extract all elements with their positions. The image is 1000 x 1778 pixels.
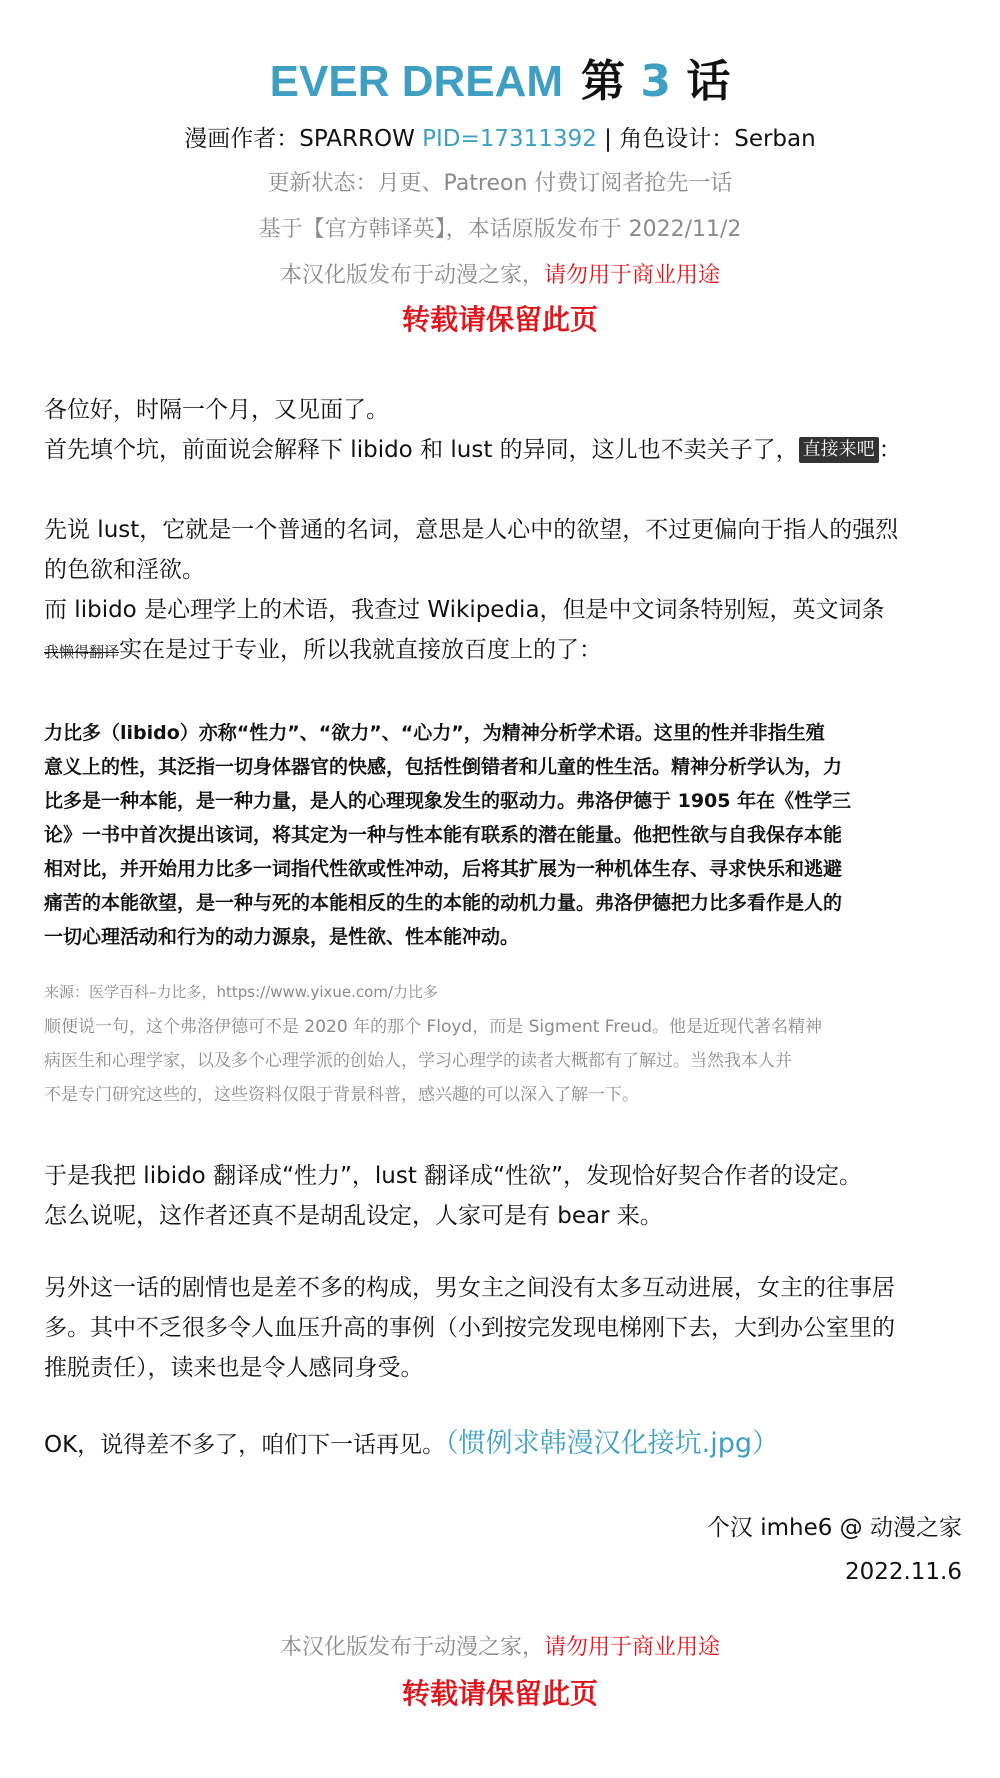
footer-repost-notice: 转载请保留此页 — [401, 1677, 598, 1710]
paragraph-line — [44, 630, 960, 672]
paragraph-line: 多。其中不乏很多令人血压升高的事例（小到按完发现电梯刚下去，大到办公室里的 — [44, 1315, 895, 1341]
quote-line: 一切心理活动和行为的动力源泉，是性欲、性本能冲动。 — [44, 926, 520, 948]
intro-line: 各位好，时隔一个月，又见面了。 — [44, 397, 389, 423]
footer-publish-notice — [0, 1632, 1000, 1664]
quote-line: 力比多（libido）亦称“性力”、“欲力”、“心力”，为精神分析学术语。这里的性并非指生殖 — [44, 722, 825, 744]
paragraph-line-text: 实在是过于专业，所以我就直接放百度上的了： — [119, 637, 603, 663]
repost-notice: 转载请保留此页 — [401, 303, 598, 336]
publish-notice — [0, 260, 1000, 292]
publish-notice-text: 本汉化版发布于动漫之家， — [279, 263, 544, 288]
footer-publish-notice-text: 本汉化版发布于动漫之家， — [279, 1635, 544, 1660]
author-credit: 漫画作者：SPARROW — [184, 126, 415, 152]
translator-signature: 个汉 imhe6 @ 动漫之家 — [706, 1515, 962, 1541]
paragraph-line: 先说 lust，它就是一个普通的名词，意思是人心中的欲望，不过更偏向于指人的强烈 — [44, 517, 899, 543]
update-status: 更新状态：月更、Patreon 付费订阅者抢先一话 — [267, 171, 733, 196]
intro-line-end: ： — [878, 437, 902, 463]
quote-line: 意义上的性，其泛指一切身体器官的快感，包括性倒错者和儿童的性生活。精神分析学认为，力 — [44, 756, 843, 778]
title-english: EVER DREAM — [269, 57, 564, 106]
source-info: 基于【官方韩译英】，本话原版发布于 2022/11/2 — [258, 217, 742, 242]
closing-paragraph — [44, 1424, 960, 1465]
freud-note — [44, 1010, 960, 1112]
note-line: 顺便说一句，这个弗洛伊德可不是 2020 年的那个 Floyd，而是 Sigment Freud。他是近现代著名精神 — [44, 1017, 822, 1037]
title-chapter-suffix: 话 — [686, 56, 731, 107]
footer-commercial-warning: 请勿用于商业用途 — [544, 1635, 721, 1660]
translation-paragraph — [44, 1156, 960, 1236]
struck-text: 我懒得翻译 — [44, 643, 120, 661]
highlight-tag: 直接来吧 — [799, 437, 879, 463]
intro-line — [44, 430, 960, 470]
paragraph-line: 而 libido 是心理学上的术语，我查过 Wikipedia，但是中文词条特别短，英文词条 — [44, 597, 885, 623]
quote-line: 相对比，并开始用力比多一词指代性欲或性冲动，后将其扩展为一种机体生存、寻求快乐和逃避 — [44, 858, 843, 880]
note-line: 病医生和心理学家，以及多个心理学派的创始人，学习心理学的读者大概都有了解过。当然我本人并 — [44, 1051, 792, 1071]
signature-date: 2022.11.6 — [844, 1559, 962, 1585]
credit-separator: | — [604, 126, 612, 152]
quote-line: 比多是一种本能，是一种力量，是人的心理现象发生的驱动力。弗洛伊德于 1905 年在《性学三 — [44, 790, 852, 812]
credits-line — [0, 122, 1000, 156]
closing-line — [44, 1424, 960, 1465]
paragraph-line: 另外这一话的剧情也是差不多的构成，男女主之间没有太多互动进展，女主的往事居 — [44, 1275, 895, 1301]
closing-highlight: （惯例求韩漫汉化接坑.jpg） — [445, 1428, 780, 1459]
plot-paragraph — [44, 1268, 960, 1388]
libido-quote — [44, 716, 960, 954]
quote-source: 来源：医学百科–力比多，https://www.yixue.com/力比多 — [44, 983, 438, 1001]
intro-line-text: 首先填个坑，前面说会解释下 libido 和 lust 的异同，这儿也不卖关子了， — [44, 437, 799, 463]
intro-paragraph — [44, 390, 960, 470]
quote-line: 论》一书中首次提出该词，将其定为一种与性本能有联系的潜在能量。他把性欲与自我保存本能 — [44, 824, 843, 846]
closing-text: OK，说得差不多了，咱们下一话再见。 — [44, 1432, 446, 1458]
author-pid: PID=17311392 — [422, 126, 597, 152]
design-credit: 角色设计：Serban — [619, 126, 816, 152]
paragraph-line: 的色欲和淫欲。 — [44, 557, 205, 583]
title-chapter-prefix: 第 — [581, 56, 626, 107]
title-chapter-number: 3 — [640, 56, 671, 107]
commercial-warning: 请勿用于商业用途 — [544, 263, 721, 288]
lust-paragraph — [44, 510, 960, 672]
note-line: 不是专门研究这些的，这些资料仅限于背景科普，感兴趣的可以深入了解一下。 — [44, 1085, 639, 1105]
paragraph-line: 推脱责任），读来也是令人感同身受。 — [44, 1355, 424, 1381]
page-title — [0, 52, 1000, 112]
quote-line: 痛苦的本能欲望，是一种与死的本能相反的生的本能的动机力量。弗洛伊德把力比多看作是人的 — [44, 892, 843, 914]
paragraph-line: 于是我把 libido 翻译成“性力”，lust 翻译成“性欲”，发现恰好契合作者的设定。 — [44, 1163, 863, 1189]
paragraph-line: 怎么说呢，这作者还真不是胡乱设定，人家可是有 bear 来。 — [44, 1203, 663, 1229]
